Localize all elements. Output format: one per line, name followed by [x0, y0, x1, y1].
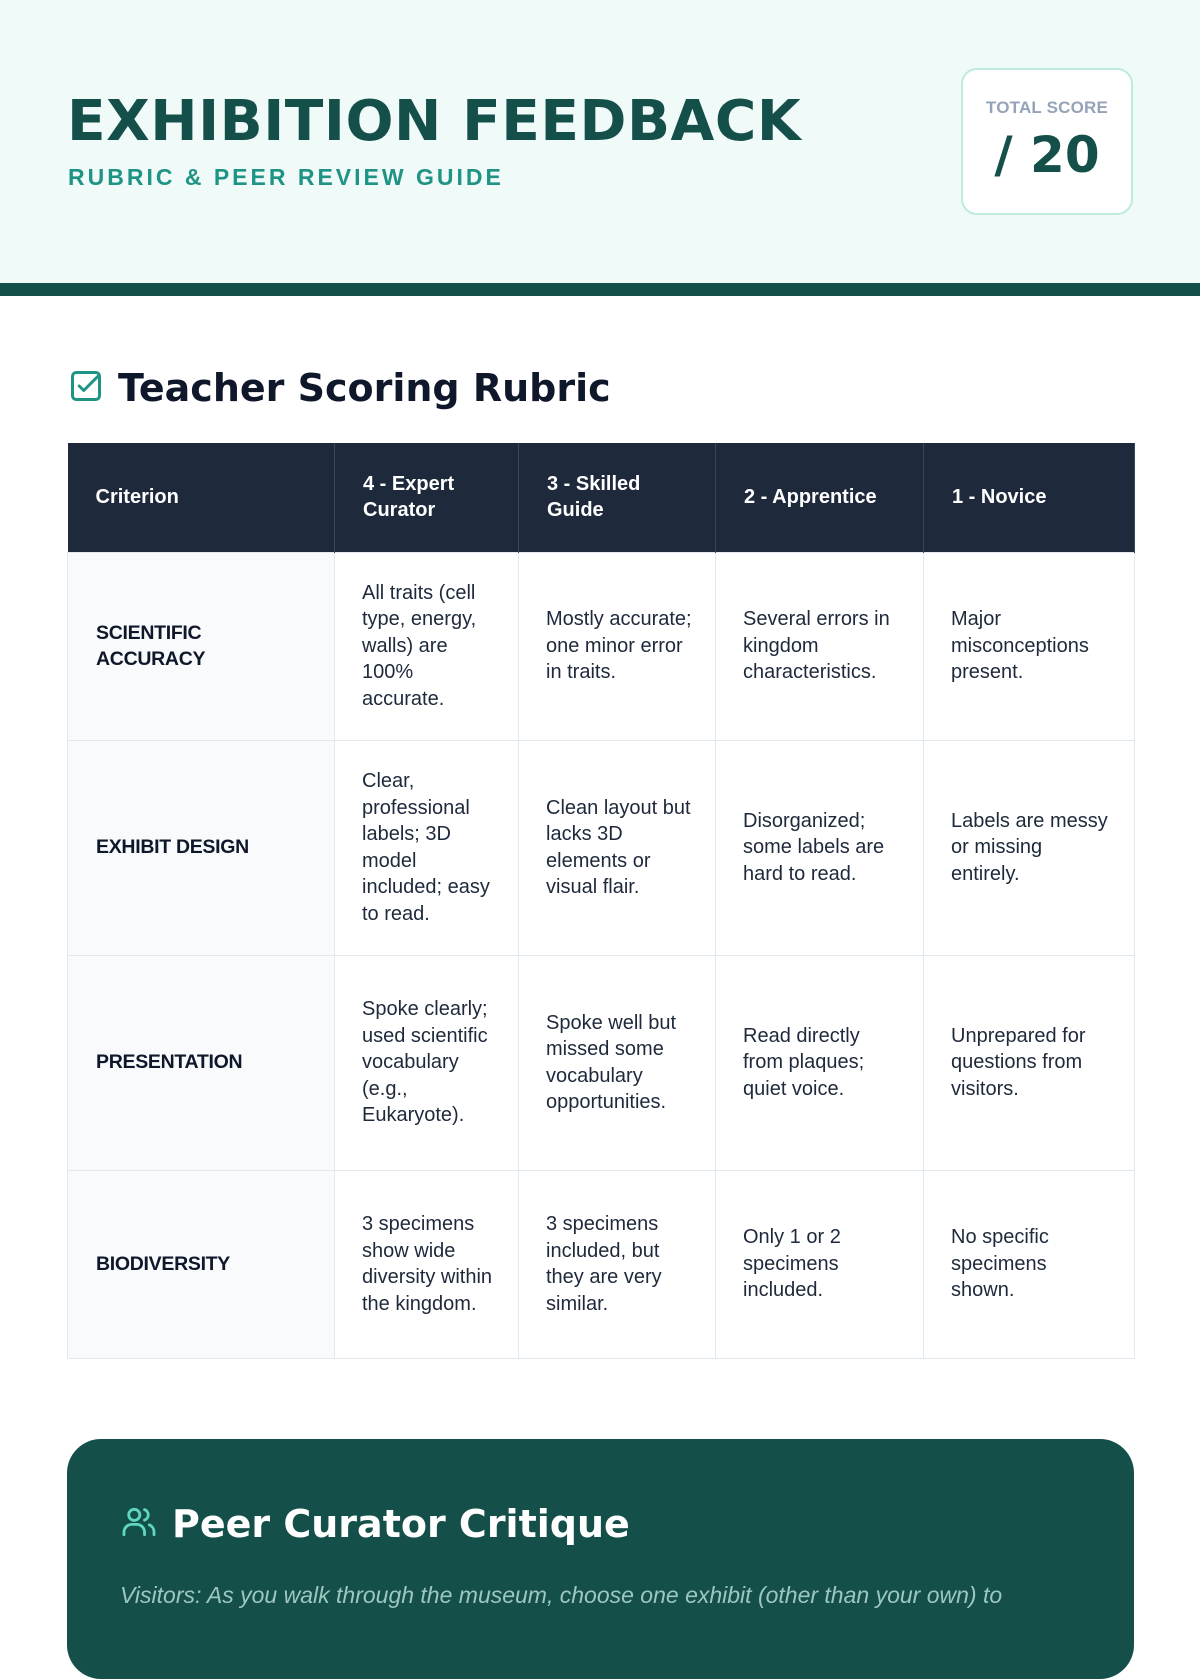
peer-intro-text: Visitors: As you walk through the museum, choose one exhibit (other than your own) to	[120, 1582, 1003, 1608]
rubric-cell: Clean layout but lacks 3D elements or visual flair.	[519, 740, 716, 955]
column-header-skilled: 3 - Skilled Guide	[519, 443, 716, 552]
rubric-cell: Only 1 or 2 specimens included.	[716, 1170, 924, 1358]
rubric-cell: Mostly accurate; one minor error in traits.	[519, 552, 716, 740]
rubric-title: Teacher Scoring Rubric	[118, 366, 611, 410]
rubric-cell: Major misconceptions present.	[924, 552, 1135, 740]
peer-critique-card	[67, 1439, 1134, 1679]
rubric-cell: Read directly from plaques; quiet voice.	[716, 955, 924, 1170]
criterion-cell: PRESENTATION	[68, 955, 335, 1170]
rubric-cell: Spoke clearly; used scientific vocabulary (e.g., Eukaryote).	[335, 955, 519, 1170]
criterion-cell: EXHIBIT DESIGN	[68, 740, 335, 955]
rubric-cell: Several errors in kingdom characteristics.	[716, 552, 924, 740]
total-score-box	[961, 68, 1133, 215]
page-subtitle: RUBRIC & PEER REVIEW GUIDE	[68, 164, 504, 190]
rubric-table	[67, 443, 1135, 1359]
rubric-cell: Spoke well but missed some vocabulary opportunities.	[519, 955, 716, 1170]
total-score-label: TOTAL SCORE	[985, 98, 1109, 117]
total-score-value: / 20	[994, 126, 1100, 184]
rubric-cell: All traits (cell type, energy, walls) are 100% accurate.	[335, 552, 519, 740]
column-header-novice: 1 - Novice	[924, 443, 1135, 552]
checkbox-icon	[68, 368, 104, 409]
users-icon	[120, 1503, 158, 1546]
table-row	[68, 552, 1135, 740]
criterion-cell: SCIENTIFIC ACCURACY	[68, 552, 335, 740]
peer-title: Peer Curator Critique	[172, 1502, 630, 1546]
column-header-criterion: Criterion	[68, 443, 335, 552]
column-header-expert: 4 - Expert Curator	[335, 443, 519, 552]
rubric-heading	[68, 362, 611, 414]
rubric-cell: Clear, professional labels; 3D model included; easy to read.	[335, 740, 519, 955]
peer-heading	[120, 1499, 630, 1549]
criterion-cell: BIODIVERSITY	[68, 1170, 335, 1358]
rubric-header-row	[68, 443, 1135, 552]
table-row	[68, 955, 1135, 1170]
rubric-cell: Disorganized; some labels are hard to read.	[716, 740, 924, 955]
rubric-cell: Labels are messy or missing entirely.	[924, 740, 1135, 955]
page-title: EXHIBITION FEEDBACK	[67, 89, 802, 154]
table-row	[68, 740, 1135, 955]
column-header-apprentice: 2 - Apprentice	[716, 443, 924, 552]
rubric-cell: 3 specimens show wide diversity within the kingdom.	[335, 1170, 519, 1358]
page-header	[0, 0, 1200, 296]
table-row	[68, 1170, 1135, 1358]
rubric-cell: No specific specimens shown.	[924, 1170, 1135, 1358]
rubric-cell: 3 specimens included, but they are very similar.	[519, 1170, 716, 1358]
rubric-cell: Unprepared for questions from visitors.	[924, 955, 1135, 1170]
